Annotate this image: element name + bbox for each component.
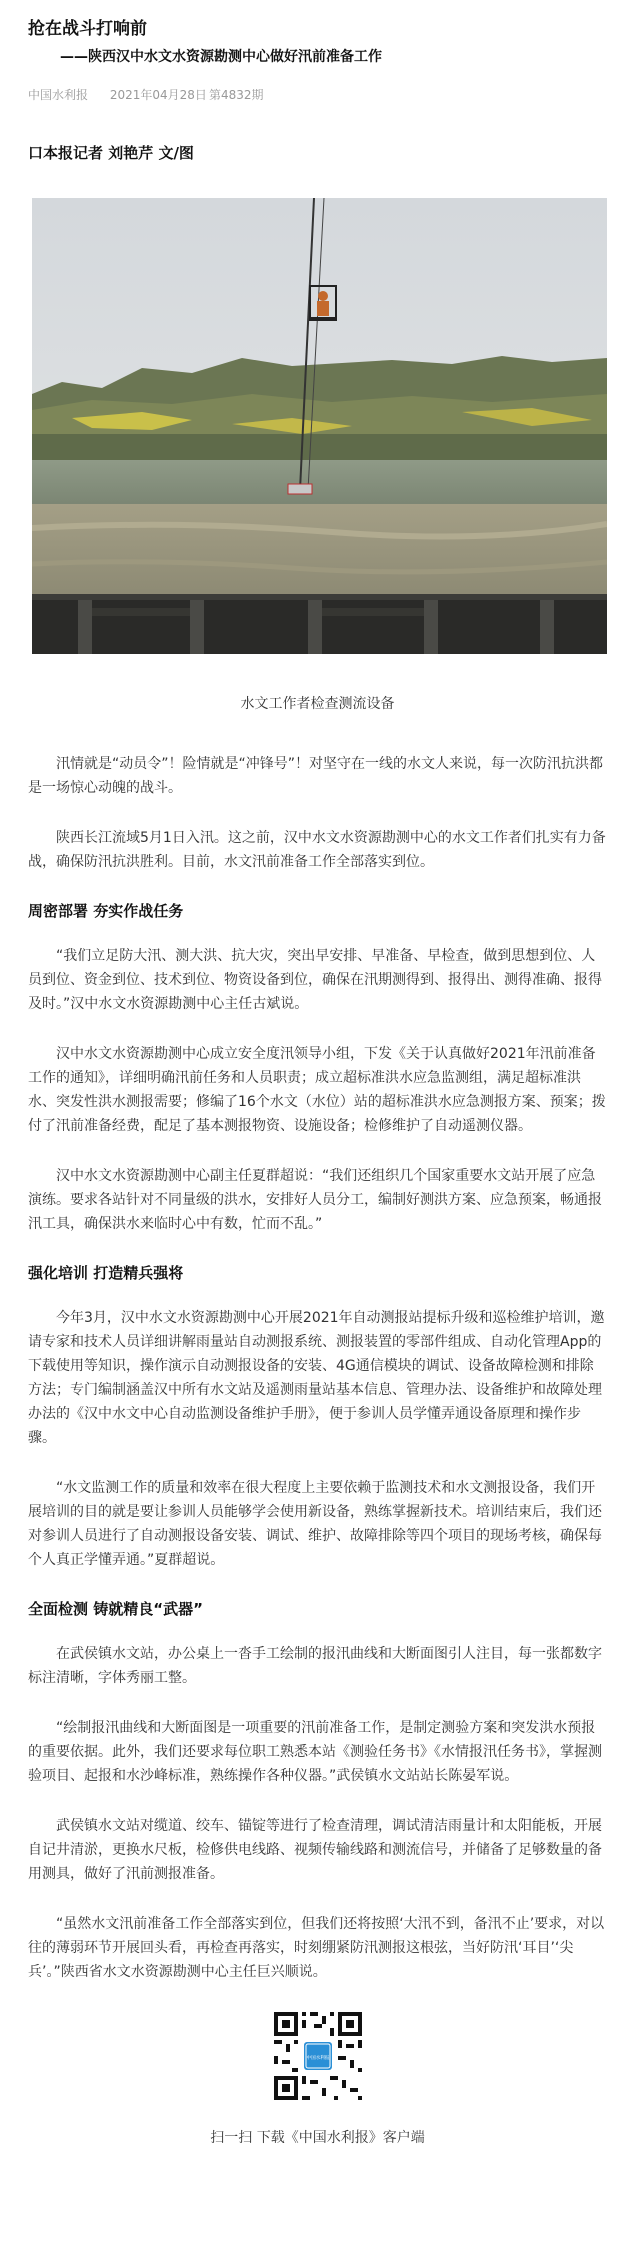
qr-caption: 扫一扫 下载《中国水利报》客户端 xyxy=(210,2130,425,2146)
qr-code[interactable] xyxy=(272,2010,364,2102)
article-meta xyxy=(28,86,607,104)
issue-label: 第4832期 xyxy=(208,88,264,102)
paragraph: 在武侯镇水文站，办公桌上一沓手工绘制的报汛曲线和大断面图引人注目，每一张都数字标注清晰，字体秀丽工整。 xyxy=(28,1646,602,1686)
paragraph: 汉中水文水资源勘测中心成立安全度汛领导小组，下发《关于认真做好2021年汛前准备工作的通知》，详细明确汛前任务和人员职责；成立超标准洪水应急监测组，满足超标准洪水、突发性洪水测报需要；修编了16个水文（水位）站的超标准洪水应急测报方案、预案；拨付了汛前准备经费，配足了基本测报物资、设施设备；检修维护了自动遥测仪器。 xyxy=(28,1046,606,1134)
section-heading: 全面检测 铸就精良“武器” xyxy=(28,1600,203,1618)
paragraph: “我们立足防大汛、测大洪、抗大灾，突出早安排、早准备、早检查，做到思想到位、人员到位、资金到位、技术到位、物资设备到位，确保在汛期测得到、报得出、测得准确、报得及时。”汉中水文水资源勘测中心主任古斌说。 xyxy=(28,948,602,1012)
date-label: 2021年04月28日 xyxy=(109,88,207,102)
photo-caption: 水文工作者检查测流设备 xyxy=(240,696,395,712)
paragraph: 汛情就是“动员令”！险情就是“冲锋号”！对坚守在一线的水文人来说，每一次防汛抗洪都是一场惊心动魄的战斗。 xyxy=(28,756,604,796)
section-heading: 强化培训 打造精兵强将 xyxy=(28,1264,184,1282)
byline: 口本报记者 刘艳芹 文/图 xyxy=(28,144,194,162)
article-photo xyxy=(32,198,607,654)
qr-center-text: 中国水利报 xyxy=(306,2056,329,2061)
source-label: 中国水利报 xyxy=(28,88,89,102)
paragraph: “水文监测工作的质量和效率在很大程度上主要依赖于监测技术和水文测报设备，我们开展培训的目的就是要让参训人员能够学会使用新设备，熟练掌握新技术。培训结束后，我们还对参训人员进行了自动测报设备安装、调试、维护、故障排除等四个项目的现场考核，确保每个人真正学懂弄通。”夏群超说。 xyxy=(28,1480,602,1568)
article-subtitle: ——陕西汉中水文水资源勘测中心做好汛前准备工作 xyxy=(60,49,382,65)
article-title: 抢在战斗打响前 xyxy=(28,19,147,39)
qr-code-wrap xyxy=(28,2010,607,2102)
paragraph: 武侯镇水文站对缆道、绞车、锚锭等进行了检查清理，调试清洁雨量计和太阳能板，开展自记井清淤，更换水尺板，检修供电线路、视频传输线路和测流信号，并储备了足够数量的备用测具，做好了汛前测报准备。 xyxy=(28,1818,602,1882)
paragraph: “虽然水文汛前准备工作全部落实到位，但我们还将按照‘大汛不到，备汛不止’要求，对以往的薄弱环节开展回头看，再检查再落实，时刻绷紧防汛测报这根弦，当好防汛‘耳目’‘尖兵’。”陕西省水文水资源勘测中心主任巨兴顺说。 xyxy=(28,1916,605,1980)
paragraph: “绘制报汛曲线和大断面图是一项重要的汛前准备工作，是制定测验方案和突发洪水预报的重要依据。此外，我们还要求每位职工熟悉本站《测验任务书》《水情报汛任务书》，掌握测验项目、起报和水沙峰标准，熟练操作各种仪器。”武侯镇水文站站长陈晏军说。 xyxy=(28,1720,602,1784)
paragraph: 今年3月，汉中水文水资源勘测中心开展2021年自动测报站提标升级和巡检维护培训，邀请专家和技术人员详细讲解雨量站自动测报系统、测报装置的零部件组成、自动化管理App的下载使用等知识，操作演示自动测报设备的安装、4G通信模块的调试、设备故障检测和排除方法；专门编制涵盖汉中所有水文站及遥测雨量站基本信息、管理办法、设备维护和故障处理办法的《汉中水文中心自动监测设备维护手册》，便于参训人员学懂弄通设备原理和操作步骤。 xyxy=(28,1310,605,1446)
paragraph: 陕西长江流域5月1日入汛。这之前，汉中水文水资源勘测中心的水文工作者们扎实有力备战，确保防汛抗洪胜利。目前，水文汛前准备工作全部落实到位。 xyxy=(28,830,606,870)
section-heading: 周密部署 夯实作战任务 xyxy=(28,902,184,920)
paragraph: 汉中水文水资源勘测中心副主任夏群超说：“我们还组织几个国家重要水文站开展了应急演练。要求各站针对不同量级的洪水，安排好人员分工，编制好测洪方案、应急预案，畅通报汛工具，确保洪水来临时心中有数，忙而不乱。” xyxy=(28,1168,602,1232)
